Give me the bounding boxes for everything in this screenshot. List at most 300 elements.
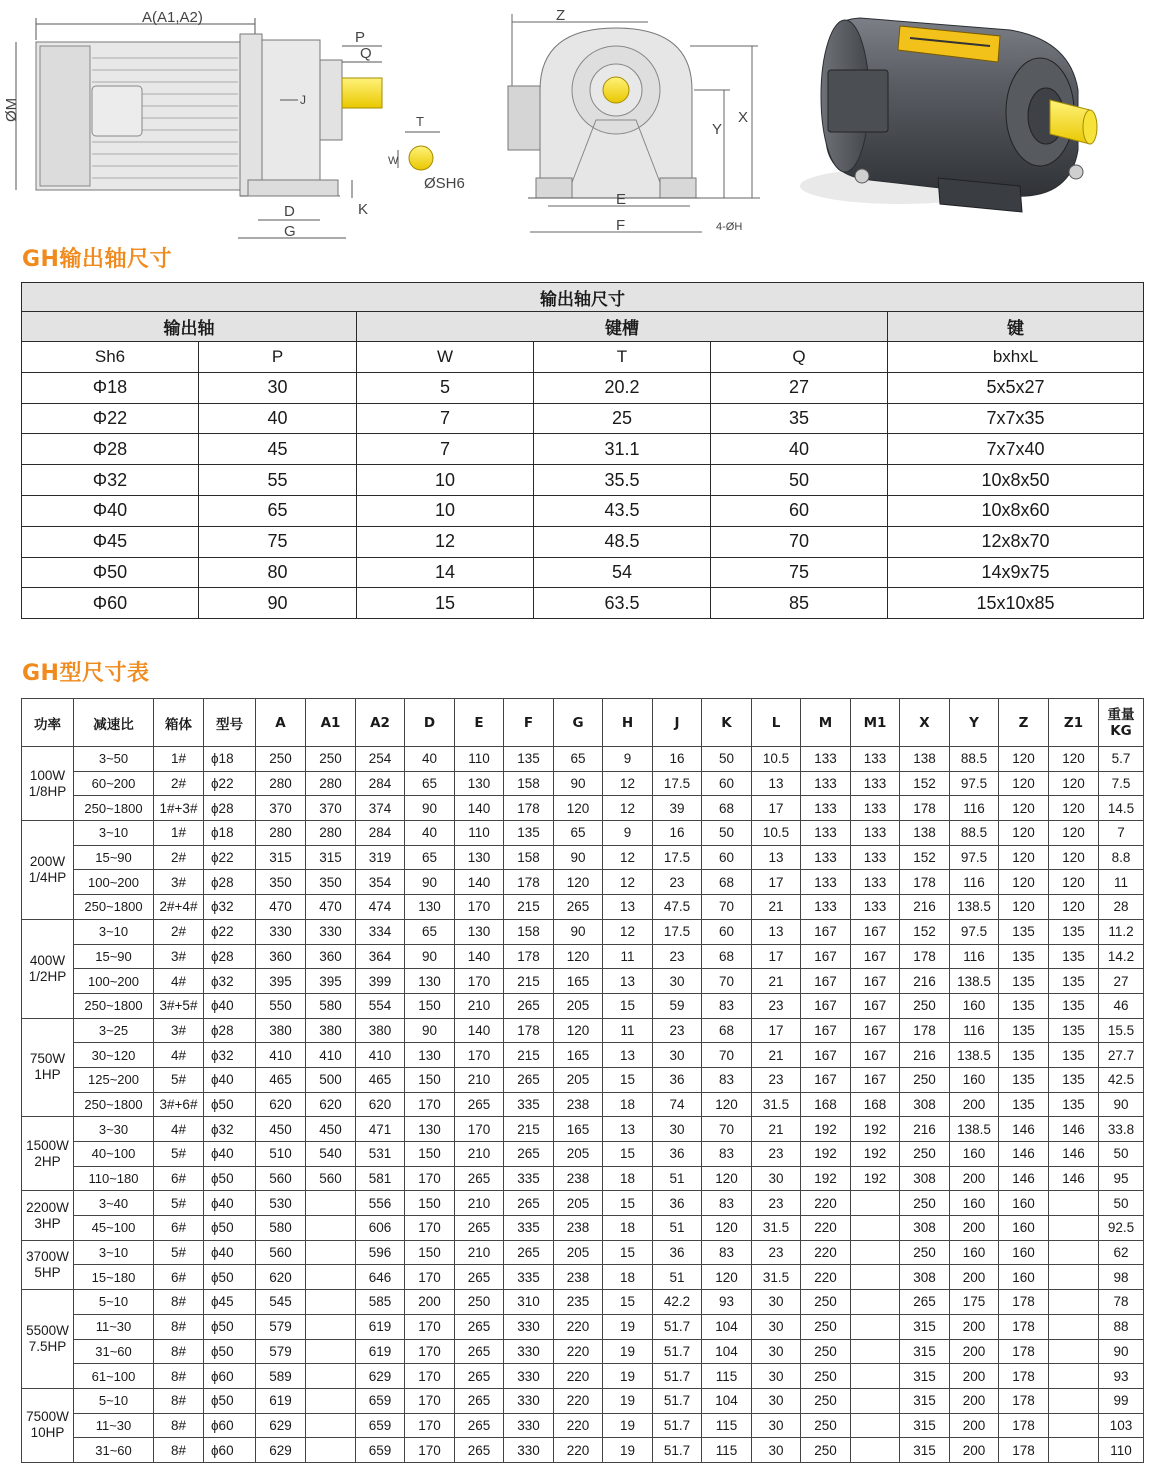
table-cell: 51.7 [653,1339,702,1364]
label-j: J [300,93,306,107]
table-row [22,969,1144,994]
table-cell: 98 [1099,1265,1144,1290]
table-cell: 30 [752,1413,801,1438]
table-cell: 308 [900,1092,950,1117]
column-header: 型号 [204,699,256,747]
table-cell: 5~10 [74,1388,154,1413]
table-cell: 192 [801,1117,851,1142]
table-cell: 70 [702,895,752,920]
table-cell: 93 [702,1290,752,1315]
table-cell: 160 [999,1191,1049,1216]
table-cell: 265 [455,1265,504,1290]
table-row [22,993,1144,1018]
table-cell: 280 [256,771,306,796]
table-cell: 135 [1049,919,1099,944]
table-cell: 606 [356,1216,405,1241]
table-cell: 200 [950,1314,999,1339]
table-cell: 250 [900,1240,950,1265]
table-cell: 130 [405,895,455,920]
table-cell: 150 [405,993,455,1018]
table-cell: 2# [154,845,204,870]
table-row [22,526,1144,557]
table-cell: 21 [752,895,801,920]
table-cell: 167 [851,969,900,994]
table-cell: 90 [554,771,603,796]
table-cell [1049,1364,1099,1389]
table-cell: 200 [950,1388,999,1413]
table-cell: 55 [199,465,357,496]
table-cell: 135 [1049,969,1099,994]
table-cell: 178 [504,870,554,895]
table-cell: 11.2 [1099,919,1144,944]
table-cell: 330 [504,1388,554,1413]
table-cell: 51.7 [653,1388,702,1413]
table-cell: 330 [504,1314,554,1339]
table-cell: 178 [999,1388,1049,1413]
table-row [22,895,1144,920]
table-cell: 19 [603,1388,653,1413]
column-header: E [455,699,504,747]
table-cell: 265 [504,1142,554,1167]
table-cell: 15 [603,1290,653,1315]
table-cell: ϕ50 [204,1339,256,1364]
table-cell: 51.7 [653,1364,702,1389]
table-cell: 120 [999,870,1049,895]
table-cell: 550 [256,993,306,1018]
table-cell: 310 [504,1290,554,1315]
table-cell: 23 [752,1067,801,1092]
table-cell: 399 [356,969,405,994]
table-cell: 250 [801,1438,851,1463]
table-cell: 335 [504,1092,554,1117]
table-cell: 110 [455,821,504,846]
table-cell: ϕ32 [204,969,256,994]
table-cell: 380 [356,1018,405,1043]
table-cell: 30 [752,1388,801,1413]
front-view-drawing [508,14,760,232]
table-cell: 315 [900,1339,950,1364]
table-cell: 19 [603,1364,653,1389]
table-cell [306,1290,356,1315]
table-cell: 30 [752,1290,801,1315]
table-cell: 120 [554,796,603,821]
table-cell: 192 [851,1142,900,1167]
table-cell: 120 [554,944,603,969]
table-cell: 170 [405,1438,455,1463]
table-cell: 31.5 [752,1216,801,1241]
table-cell: 13 [752,919,801,944]
table-row [22,1438,1144,1463]
table-cell: 220 [801,1240,851,1265]
table-cell: 17.5 [653,771,702,796]
table-cell: 133 [851,771,900,796]
table-row [22,919,1144,944]
table-cell: 315 [900,1364,950,1389]
table-cell: 580 [256,1216,306,1241]
column-header: W [357,342,534,373]
table-cell: 51 [653,1265,702,1290]
table-cell: 216 [900,1043,950,1068]
table-cell: 90 [405,1018,455,1043]
table-cell [1049,1438,1099,1463]
table-row [22,1043,1144,1068]
table-cell [851,1290,900,1315]
table-cell: 5# [154,1191,204,1216]
table-cell: 200 [950,1438,999,1463]
table-cell: 150 [405,1067,455,1092]
table-cell: 12 [357,526,534,557]
table-cell: 120 [999,821,1049,846]
table-cell: 250~1800 [74,993,154,1018]
table-cell: 1#+3# [154,796,204,821]
table-cell: 30 [199,372,357,403]
table-cell: 410 [356,1043,405,1068]
table-cell: 160 [950,1067,999,1092]
table-cell: ϕ22 [204,845,256,870]
table-cell: 90 [554,919,603,944]
table-cell: ϕ28 [204,1018,256,1043]
table-cell: 120 [1049,821,1099,846]
table-cell: 130 [455,845,504,870]
table-cell: 330 [504,1438,554,1463]
column-header: P [199,342,357,373]
table-row [22,372,1144,403]
table-cell: 90 [199,588,357,619]
table-cell: 15 [603,1240,653,1265]
table-cell: 138 [900,821,950,846]
table-cell: 23 [653,870,702,895]
table-cell: 168 [851,1092,900,1117]
table-cell: 8# [154,1339,204,1364]
table-cell: 540 [306,1142,356,1167]
table-cell: 36 [653,1142,702,1167]
table-cell: 13 [603,969,653,994]
table-cell: 133 [801,845,851,870]
table-cell [851,1191,900,1216]
table-cell: 250 [900,1191,950,1216]
label-g: G [284,223,296,240]
table-cell [1049,1339,1099,1364]
section-title-dimension-table: GH型尺寸表 [22,661,150,686]
table-cell: 28 [1099,895,1144,920]
table-cell: 45 [199,434,357,465]
table-cell: 60~200 [74,771,154,796]
table-row [22,1018,1144,1043]
table-cell: ϕ50 [204,1216,256,1241]
table-cell: 65 [405,845,455,870]
column-header: 箱体 [154,699,204,747]
table-cell: 370 [256,796,306,821]
label-4h: 4-ØH [716,221,743,233]
table-cell: 265 [455,1438,504,1463]
table-cell: 2#+4# [154,895,204,920]
table-cell: 354 [356,870,405,895]
table-cell: 93 [1099,1364,1144,1389]
group-header-shaft: 输出轴 [22,312,357,342]
table-cell: 104 [702,1388,752,1413]
table-cell: 167 [851,944,900,969]
table-cell: 63.5 [534,588,711,619]
table-cell: 90 [405,944,455,969]
table-cell: 12 [603,771,653,796]
table-cell: 160 [950,993,999,1018]
table-cell: 220 [801,1191,851,1216]
table-row [22,1166,1144,1191]
table-cell: 146 [1049,1166,1099,1191]
table-cell: 471 [356,1117,405,1142]
table-row [22,403,1144,434]
table-cell: 250 [455,1290,504,1315]
table-cell: 103 [1099,1413,1144,1438]
table-cell: 90 [1099,1339,1144,1364]
table-row [22,1092,1144,1117]
table-cell: 167 [801,993,851,1018]
table-cell: 27 [1099,969,1144,994]
table-cell: 13 [603,895,653,920]
label-sh6: ØSH6 [424,175,465,192]
label-x: X [738,109,749,126]
table-cell: 170 [455,1043,504,1068]
table-cell: 308 [900,1216,950,1241]
table-cell: 18 [603,1265,653,1290]
table-cell: 120 [702,1265,752,1290]
table-cell: 265 [455,1166,504,1191]
table-cell: 19 [603,1314,653,1339]
table-cell: 19 [603,1438,653,1463]
table-cell: 133 [851,796,900,821]
table-cell: ϕ28 [204,870,256,895]
table-cell: 150 [405,1240,455,1265]
table-cell: 554 [356,993,405,1018]
table-cell: 65 [554,821,603,846]
table-cell: 178 [900,1018,950,1043]
table-cell: Φ22 [22,403,199,434]
table-cell: 280 [306,821,356,846]
table-cell: 15 [357,588,534,619]
table-cell: 8# [154,1413,204,1438]
column-header: Z1 [1049,699,1099,747]
table-cell: 250~1800 [74,1092,154,1117]
table-cell: 3~30 [74,1117,154,1142]
table-cell: 200 [950,1413,999,1438]
table-cell: 110 [1099,1438,1144,1463]
table-cell: 374 [356,796,405,821]
table-cell: 315 [900,1388,950,1413]
table-cell: 330 [256,919,306,944]
column-header: D [405,699,455,747]
table-cell: 6# [154,1166,204,1191]
table-cell: 334 [356,919,405,944]
table-cell: 140 [455,870,504,895]
table-cell: Φ28 [22,434,199,465]
table-cell: 135 [999,1018,1049,1043]
table-cell: 450 [256,1117,306,1142]
table-cell: 167 [851,919,900,944]
table-cell: 17 [752,1018,801,1043]
table-cell [1049,1314,1099,1339]
table-cell [1049,1191,1099,1216]
table-cell: ϕ28 [204,944,256,969]
table-cell: 135 [999,969,1049,994]
table-cell: 152 [900,771,950,796]
table-cell: 167 [801,944,851,969]
table-cell: 216 [900,895,950,920]
table-cell [306,1191,356,1216]
table-cell: 48.5 [534,526,711,557]
table-cell: 619 [356,1339,405,1364]
column-header: M1 [851,699,900,747]
table-cell: 36 [653,1240,702,1265]
table-cell: 410 [306,1043,356,1068]
table-cell: 167 [801,919,851,944]
table-cell: 178 [999,1413,1049,1438]
table-cell: 120 [1049,870,1099,895]
column-header: A2 [356,699,405,747]
table-cell: 215 [504,1117,554,1142]
label-d: D [284,203,295,220]
table-cell: 138.5 [950,1117,999,1142]
table-cell: 581 [356,1166,405,1191]
table-cell [306,1364,356,1389]
table-cell: 61~100 [74,1364,154,1389]
label-z: Z [556,7,566,24]
table-cell: 146 [999,1117,1049,1142]
table-cell: 160 [999,1216,1049,1241]
table-cell: 42.2 [653,1290,702,1315]
column-header: G [554,699,603,747]
table-cell: 16 [653,747,702,772]
table-cell [851,1388,900,1413]
table-cell: 120 [702,1092,752,1117]
table-cell: 97.5 [950,845,999,870]
table-cell: 135 [1049,1067,1099,1092]
table-cell: 167 [801,969,851,994]
table-cell: 60 [702,845,752,870]
table-row [22,1067,1144,1092]
table-cell: 39 [653,796,702,821]
table-cell: 165 [554,1117,603,1142]
table-cell: Φ40 [22,495,199,526]
table-cell: 15~180 [74,1265,154,1290]
table-cell: 150 [405,1142,455,1167]
table-cell: 335 [504,1216,554,1241]
table-cell: 167 [851,1018,900,1043]
label-m: ØM [3,97,20,122]
table-cell: 116 [950,944,999,969]
table-cell: 120 [554,870,603,895]
table-row [22,495,1144,526]
table-cell: 13 [752,845,801,870]
table-cell: 315 [900,1438,950,1463]
table-cell: 10 [357,495,534,526]
table-cell: 160 [999,1240,1049,1265]
table-cell: 178 [999,1438,1049,1463]
table-cell: 90 [554,845,603,870]
table-cell: 8# [154,1314,204,1339]
table-cell: 21 [752,969,801,994]
table-cell: 380 [306,1018,356,1043]
table-cell: 280 [306,771,356,796]
table-cell: 14 [357,557,534,588]
table-cell: 235 [554,1290,603,1315]
table-cell: 133 [801,895,851,920]
table-cell: 265 [504,993,554,1018]
table-cell: 210 [455,1067,504,1092]
table-cell: 90 [1099,1092,1144,1117]
table-cell: 170 [455,969,504,994]
table-cell: 45~100 [74,1216,154,1241]
table-cell: 178 [999,1314,1049,1339]
table-cell: 220 [554,1339,603,1364]
table-cell: Φ45 [22,526,199,557]
table-cell: 5~10 [74,1290,154,1315]
table-cell: 205 [554,1142,603,1167]
table-cell: 138.5 [950,969,999,994]
table-cell: 140 [455,944,504,969]
table-cell: 560 [256,1166,306,1191]
gh-dimension-table [21,698,1144,1463]
table-cell: 135 [1049,944,1099,969]
table-cell: 97.5 [950,919,999,944]
shaft-section-drawing [388,114,465,192]
table-cell: 115 [702,1364,752,1389]
table-cell: 12 [603,796,653,821]
table-cell: 210 [455,1191,504,1216]
table-cell: 43.5 [534,495,711,526]
table-cell: 135 [504,821,554,846]
table-cell: 83 [702,993,752,1018]
table-cell: Φ18 [22,372,199,403]
table-cell: 250 [900,993,950,1018]
table-cell [851,1339,900,1364]
table-cell: 90 [405,796,455,821]
table-cell: 160 [950,1240,999,1265]
table-cell: 4# [154,1117,204,1142]
table-cell [306,1438,356,1463]
table-cell: ϕ40 [204,1142,256,1167]
table-cell: 152 [900,845,950,870]
table-cell: 60 [702,771,752,796]
table-cell: 330 [504,1413,554,1438]
table-cell: 178 [900,796,950,821]
table-cell: 17 [752,944,801,969]
table-cell: 70 [711,526,888,557]
table-cell: 116 [950,1018,999,1043]
table-cell: 40 [711,434,888,465]
table-cell: 51.7 [653,1438,702,1463]
table-row [22,1388,1144,1413]
table-cell: 170 [405,1166,455,1191]
table-cell: 220 [801,1216,851,1241]
table-row [22,1413,1144,1438]
table-cell: 60 [711,495,888,526]
table-cell: 220 [554,1314,603,1339]
table-row [22,821,1144,846]
table-cell: 33.8 [1099,1117,1144,1142]
column-header: 功率 [22,699,74,747]
table-cell: 10.5 [752,821,801,846]
table-row [22,588,1144,619]
table-cell: 170 [455,1117,504,1142]
table-cell: 474 [356,895,405,920]
table-cell: 3~10 [74,1240,154,1265]
table-cell: 62 [1099,1240,1144,1265]
table-cell [851,1413,900,1438]
table-cell [306,1388,356,1413]
table-cell: 23 [752,1191,801,1216]
table-cell: 130 [405,1043,455,1068]
column-header: A [256,699,306,747]
